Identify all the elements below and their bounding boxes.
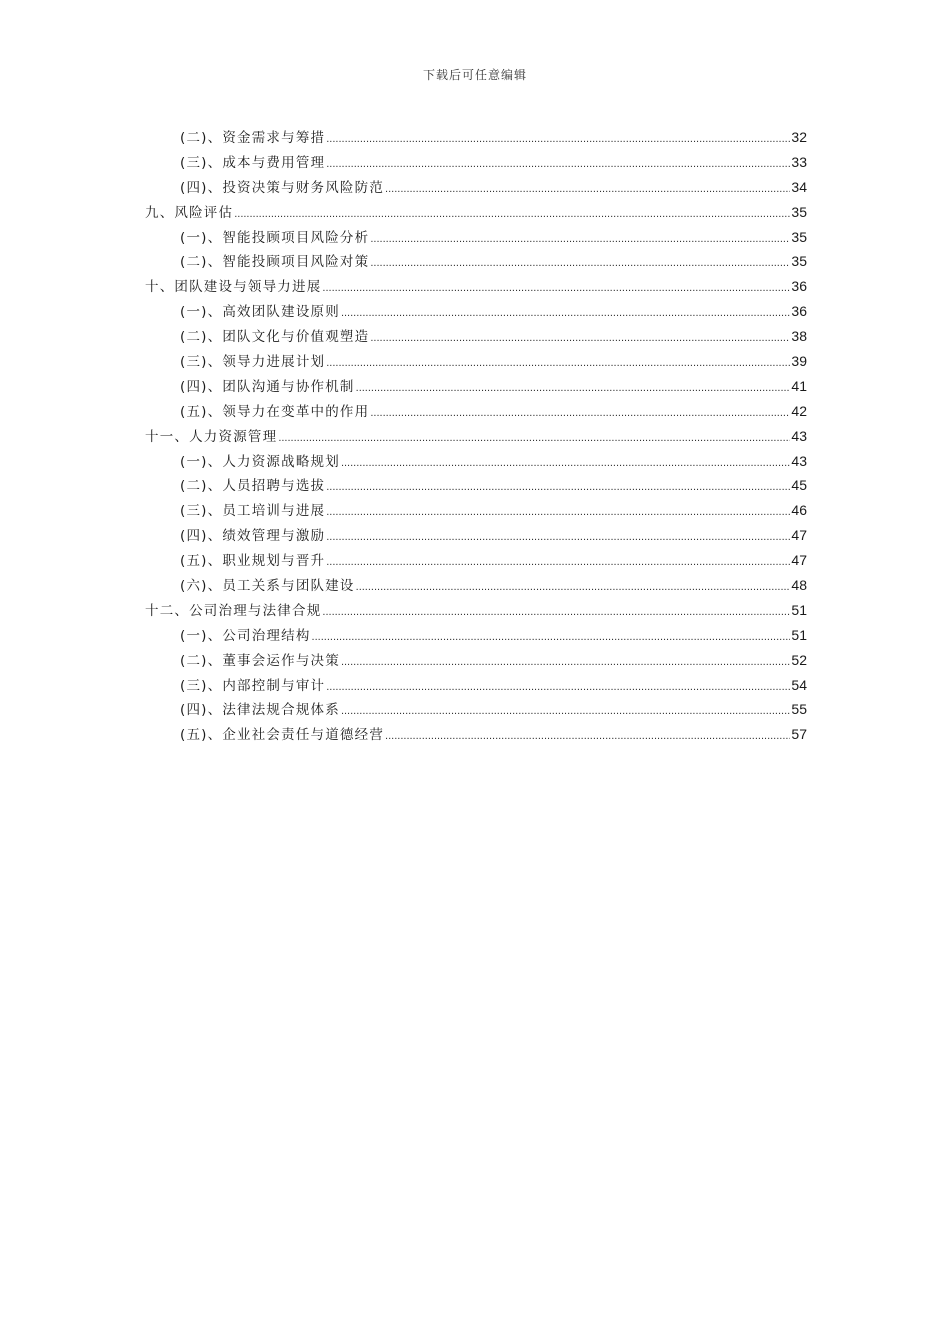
toc-page-number: 38 — [791, 328, 807, 345]
toc-page-number: 35 — [791, 228, 807, 245]
toc-leader-dots — [385, 727, 790, 743]
toc-leader-dots — [370, 329, 790, 345]
toc-page-number: 39 — [791, 353, 807, 370]
toc-page-number: 35 — [791, 203, 807, 220]
toc-entry-label: 十、团队建设与领导力进展 — [145, 279, 322, 296]
toc-entry-label: (五)、企业社会责任与道德经营 — [180, 727, 385, 744]
toc-leader-dots — [326, 503, 790, 519]
toc-entry-label: (四)、团队沟通与协作机制 — [180, 378, 355, 395]
toc-entry[interactable] — [145, 524, 807, 549]
toc-entry-label: (六)、员工关系与团队建设 — [180, 578, 355, 595]
toc-leader-dots — [312, 628, 791, 644]
toc-entry-label: (一)、高效团队建设原则 — [180, 304, 340, 321]
toc-leader-dots — [341, 653, 790, 669]
toc-page-number: 55 — [791, 701, 807, 718]
toc-leader-dots — [370, 254, 790, 270]
toc-leader-dots — [322, 279, 790, 295]
toc-page-number: 35 — [791, 253, 807, 270]
toc-page-number: 36 — [791, 303, 807, 320]
toc-entry-label: (二)、人员招聘与选拔 — [180, 478, 326, 495]
toc-entry[interactable] — [145, 698, 807, 723]
toc-entry-label: (三)、领导力进展计划 — [180, 354, 326, 371]
toc-entry[interactable] — [145, 250, 807, 275]
toc-leader-dots — [356, 379, 791, 395]
toc-leader-dots — [341, 304, 790, 320]
toc-entry-label: 十二、公司治理与法律合规 — [145, 602, 322, 619]
toc-leader-dots — [370, 230, 790, 246]
toc-page-number: 43 — [791, 427, 807, 444]
toc-leader-dots — [278, 429, 790, 445]
toc-leader-dots — [326, 155, 790, 171]
toc-page-number: 47 — [791, 527, 807, 544]
toc-leader-dots — [322, 603, 790, 619]
toc-entry-label: (五)、领导力在变革中的作用 — [180, 403, 370, 420]
toc-entry[interactable] — [145, 549, 807, 574]
toc-entry-label: (四)、投资决策与财务风险防范 — [180, 179, 385, 196]
toc-leader-dots — [341, 454, 790, 470]
toc-entry[interactable] — [145, 325, 807, 350]
toc-leader-dots — [326, 678, 790, 694]
toc-entry[interactable] — [145, 723, 807, 748]
toc-leader-dots — [370, 404, 790, 420]
toc-entry[interactable] — [145, 126, 807, 151]
table-of-contents — [145, 126, 807, 748]
toc-entry[interactable] — [145, 649, 807, 674]
toc-entry[interactable] — [145, 176, 807, 201]
toc-entry-label: (三)、内部控制与审计 — [180, 677, 326, 694]
toc-page-number: 52 — [791, 651, 807, 668]
toc-entry[interactable] — [145, 201, 807, 226]
toc-entry[interactable] — [145, 674, 807, 699]
page-header: 下载后可任意编辑 — [422, 68, 527, 82]
toc-page-number: 46 — [791, 502, 807, 519]
toc-entry-label: (二)、资金需求与筹措 — [180, 130, 326, 146]
toc-entry-label: (二)、董事会运作与决策 — [180, 652, 340, 669]
toc-leader-dots — [326, 528, 790, 544]
toc-page-number: 41 — [791, 377, 807, 394]
toc-page-number: 34 — [791, 178, 807, 195]
toc-leader-dots — [341, 702, 790, 718]
toc-entry-label: (三)、成本与费用管理 — [180, 154, 326, 171]
toc-page-number: 47 — [791, 552, 807, 569]
toc-entry[interactable] — [145, 400, 807, 425]
toc-entry[interactable] — [145, 226, 807, 251]
toc-entry[interactable] — [145, 599, 807, 624]
toc-entry-label: (三)、员工培训与进展 — [180, 503, 326, 520]
toc-entry[interactable] — [145, 574, 807, 599]
toc-entry-label: (四)、绩效管理与激励 — [180, 528, 326, 545]
toc-page-number: 43 — [791, 452, 807, 469]
toc-page-number: 57 — [791, 726, 807, 743]
toc-page-number: 54 — [791, 676, 807, 693]
toc-page-number: 42 — [791, 402, 807, 419]
toc-entry-label: (二)、智能投顾项目风险对策 — [180, 254, 370, 271]
toc-page-number: 45 — [791, 477, 807, 494]
toc-entry[interactable] — [145, 275, 807, 300]
toc-entry-label: (一)、智能投顾项目风险分析 — [180, 229, 370, 246]
toc-page-number: 32 — [791, 129, 807, 145]
toc-entry[interactable] — [145, 425, 807, 450]
toc-page-number: 36 — [791, 278, 807, 295]
toc-leader-dots — [356, 578, 791, 594]
toc-entry-label: (五)、职业规划与晋升 — [180, 553, 326, 570]
toc-entry-label: 九、风险评估 — [145, 204, 234, 221]
toc-entry[interactable] — [145, 499, 807, 524]
toc-entry[interactable] — [145, 151, 807, 176]
toc-leader-dots — [326, 553, 790, 569]
toc-leader-dots — [326, 478, 790, 494]
toc-entry-label: (二)、团队文化与价值观塑造 — [180, 329, 370, 346]
toc-entry[interactable] — [145, 375, 807, 400]
toc-page-number: 51 — [791, 601, 807, 618]
toc-entry-label: (四)、法律法规合规体系 — [180, 702, 340, 719]
toc-leader-dots — [326, 354, 790, 370]
toc-entry[interactable] — [145, 624, 807, 649]
toc-leader-dots — [326, 130, 790, 146]
toc-page-number: 48 — [791, 577, 807, 594]
toc-page-number: 51 — [791, 626, 807, 643]
toc-entry-label: 十一、人力资源管理 — [145, 428, 278, 445]
toc-entry[interactable] — [145, 474, 807, 499]
toc-entry[interactable] — [145, 350, 807, 375]
toc-entry-label: (一)、公司治理结构 — [180, 627, 311, 644]
toc-leader-dots — [234, 205, 790, 221]
toc-entry[interactable] — [145, 450, 807, 475]
toc-entry[interactable] — [145, 300, 807, 325]
toc-page-number: 33 — [791, 153, 807, 170]
toc-leader-dots — [385, 180, 790, 196]
toc-entry-label: (一)、人力资源战略规划 — [180, 453, 340, 470]
